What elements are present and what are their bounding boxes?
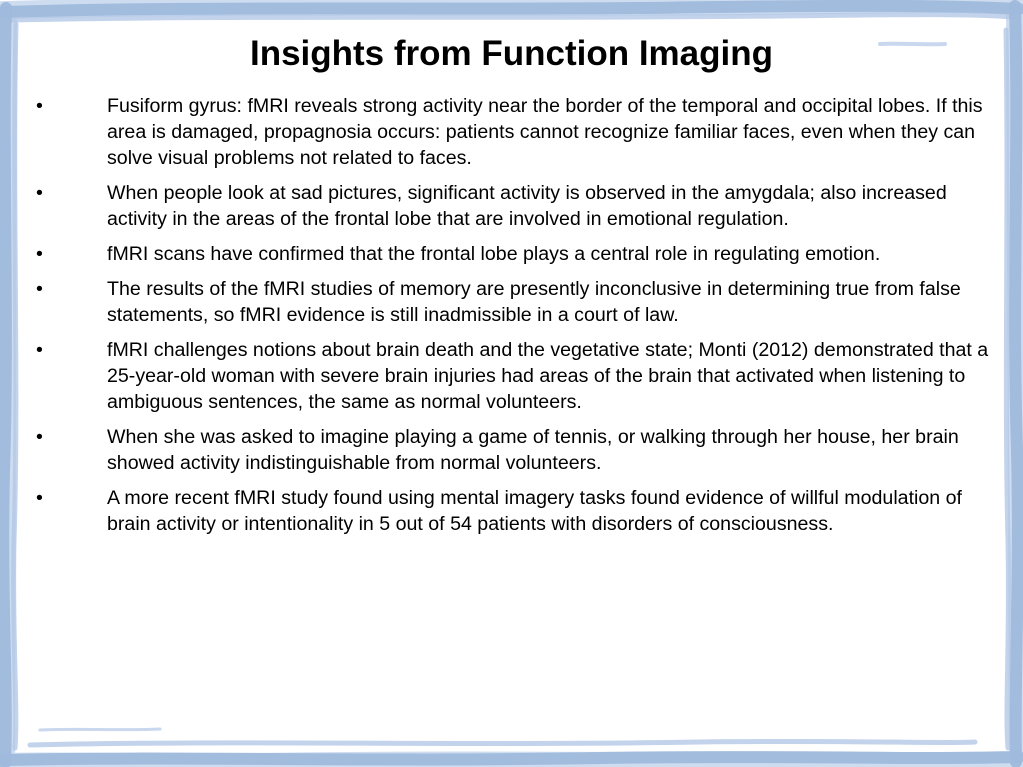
bullet-icon: • [36, 487, 43, 509]
bullet-text: A more recent fMRI study found using mental imagery tasks found evidence of willful modulation of brain activity or intentionality in 5 out of 54 patients with disorders of consciousness. [107, 487, 962, 535]
bullet-icon: • [36, 339, 43, 361]
bullet-item [30, 241, 1005, 267]
bullet-icon: • [36, 243, 43, 265]
bullet-text: Fusiform gyrus: fMRI reveals strong activity near the border of the temporal and occipital lobes. If this area is damaged, propagnosia occurs: patients cannot recognize familiar faces, even when they can solve visual problems not related to faces. [107, 95, 983, 169]
bullet-text: fMRI challenges notions about brain death and the vegetative state; Monti (2012) demonstrated that a 25-year-old woman with severe brain injuries had areas of the brain that activated when listening to ambiguous sentences, the same as normal volunteers. [107, 339, 989, 413]
bullet-list [30, 93, 1005, 546]
bullet-text: fMRI scans have confirmed that the frontal lobe plays a central role in regulating emotion. [107, 243, 881, 265]
bullet-text: When people look at sad pictures, significant activity is observed in the amygdala; also increased activity in the areas of the frontal lobe that are involved in emotional regulation. [107, 182, 947, 230]
bullet-item [30, 424, 1005, 476]
bullet-item [30, 337, 1005, 415]
bullet-item [30, 93, 1005, 171]
bullet-item [30, 276, 1005, 328]
bullet-text: When she was asked to imagine playing a game of tennis, or walking through her house, her brain showed activity indistinguishable from normal volunteers. [107, 426, 959, 474]
bullet-text: The results of the fMRI studies of memory are presently inconclusive in determining true from false statements, so fMRI evidence is still inadmissible in a court of law. [107, 278, 961, 326]
bullet-item [30, 485, 1005, 537]
bullet-item [30, 180, 1005, 232]
bullet-icon: • [36, 426, 43, 448]
bullet-icon: • [36, 95, 43, 117]
bullet-icon: • [36, 278, 43, 300]
slide-title: Insights from Function Imaging [249, 34, 774, 73]
bullet-icon: • [36, 182, 43, 204]
